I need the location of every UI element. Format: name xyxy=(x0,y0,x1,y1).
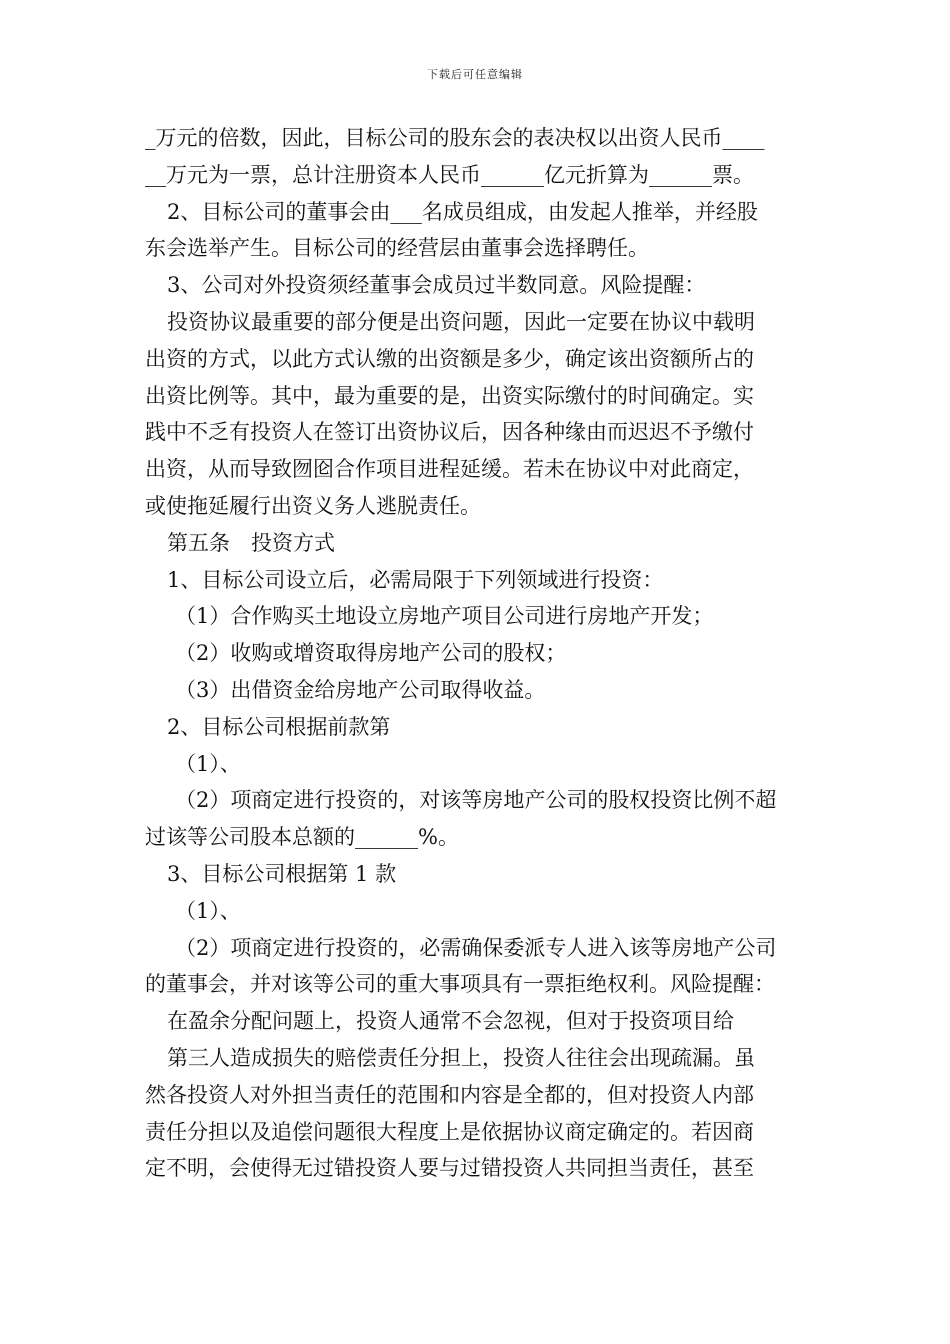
list-item: （1）、 xyxy=(175,751,241,776)
list-item: （1）、 xyxy=(175,898,241,923)
paragraph-line: __万元为一票，总计注册资本人民币______亿元折算为______票。 xyxy=(145,162,754,187)
paragraph-line: 2、目标公司的董事会由___名成员组成，由发起人推举，并经股 xyxy=(167,199,758,224)
paragraph-line: 然各投资人对外担当责任的范围和内容是全都的，但对投资人内部 xyxy=(145,1082,754,1107)
list-item: （1）合作购买土地设立房地产项目公司进行房地产开发； xyxy=(175,604,714,629)
list-item: （2）收购或增资取得房地产公司的股权； xyxy=(175,641,567,666)
paragraph-line: 在盈余分配问题上，投资人通常不会忽视，但对于投资项目给 xyxy=(167,1009,734,1034)
paragraph-line: 3、公司对外投资须经董事会成员过半数同意。风险提醒： xyxy=(167,273,706,298)
list-item: （2）项商定进行投资的，必需确保委派专人进入该等房地产公司 xyxy=(175,935,777,960)
paragraph-line: 责任分担以及追偿问题很大程度上是依据协议商定确定的。若因商 xyxy=(145,1119,754,1144)
paragraph-line: 投资协议最重要的部分便是出资问题，因此一定要在协议中载明 xyxy=(167,309,755,334)
paragraph-line: 或使拖延履行出资义务人逃脱责任。 xyxy=(145,493,481,518)
paragraph-line: 出资，从而导致囫囵合作项目进程延缓。若未在协议中对此商定， xyxy=(145,457,754,482)
section-heading: 第五条 投资方式 xyxy=(167,530,335,555)
paragraph-line: 3、目标公司根据第 1 款 xyxy=(167,861,397,886)
paragraph-line: 过该等公司股本总额的______%。 xyxy=(145,825,459,850)
paragraph-line: 出资比例等。其中，最为重要的是，出资实际缴付的时间确定。实 xyxy=(145,383,754,408)
paragraph-line: 定不明，会使得无过错投资人要与过错投资人共同担当责任，甚至 xyxy=(145,1156,754,1181)
paragraph-line: 1、目标公司设立后，必需局限于下列领域进行投资： xyxy=(167,567,664,592)
paragraph-line: 的董事会，并对该等公司的重大事项具有一票拒绝权利。风险提醒： xyxy=(145,972,775,997)
document-body xyxy=(145,122,810,1189)
paragraph-line: 东会选举产生。目标公司的经营层由董事会选择聘任。 xyxy=(145,236,649,261)
paragraph-line: 第三人造成损失的赔偿责任分担上，投资人往往会出现疏漏。虽 xyxy=(167,1045,755,1070)
paragraph-line: 出资的方式，以此方式认缴的出资额是多少，确定该出资额所占的 xyxy=(145,346,754,371)
paragraph-line: 践中不乏有投资人在签订出资协议后，因各种缘由而迟迟不予缴付 xyxy=(145,420,754,445)
list-item: （3）出借资金给房地产公司取得收益。 xyxy=(175,677,546,702)
list-item: （2）项商定进行投资的，对该等房地产公司的股权投资比例不超 xyxy=(175,788,777,813)
paragraph-line: _万元的倍数，因此，目标公司的股东会的表决权以出资人民币____ xyxy=(145,126,765,150)
paragraph-line: 2、目标公司根据前款第 xyxy=(167,714,391,739)
page-header: 下载后可任意编辑 xyxy=(427,68,523,81)
